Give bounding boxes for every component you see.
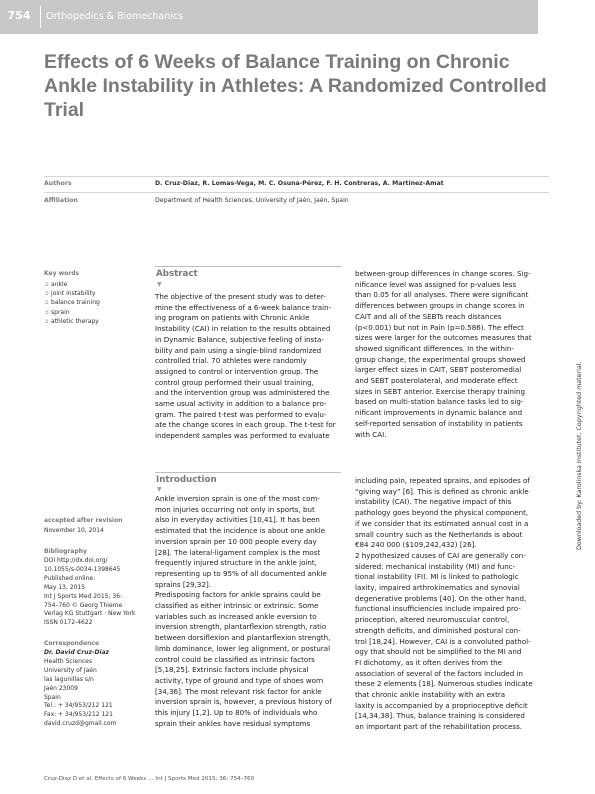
bibliography-line: 754–760 © Georg Thieme <box>44 601 123 609</box>
bibliography-line: ISSN 0172-4622 <box>44 619 93 627</box>
bibliography-line: 10.1055/s-0034-1398645 <box>44 565 121 573</box>
bullet-icon: ➲ <box>44 308 50 316</box>
correspondence-line: University of Jaén <box>44 666 97 674</box>
correspondence-line: Tel.: + 34/953/212 121 <box>44 702 113 710</box>
download-notice-text: Downloaded by: Karolinska Institutet. Copyrighted material. <box>576 361 583 550</box>
correspondence-line: Health Sciences <box>44 657 92 665</box>
affiliation-label: Affiliation <box>44 197 78 204</box>
correspondence-heading: Correspondence <box>44 640 100 647</box>
bullet-icon: ➲ <box>44 317 50 325</box>
correspondence-name: Dr. David Cruz-Diaz <box>44 649 110 656</box>
title-line: Effects of 6 Weeks of Balance Training on Chronic <box>44 51 510 73</box>
keyword-item: ➲ athletic therapy <box>44 317 99 325</box>
keyword-item: ➲ balance training <box>44 299 100 307</box>
keyword-item: ➲ joint instability <box>44 290 96 298</box>
bibliography-line: Published online: <box>44 574 96 582</box>
introduction-right-column: including pain, repeated sprains, and episodes of “giving way” [6]. This is defined as chronic ankle instability (CAI). The negative impact of this pathology goes beyond the physical component, if we consider that its estimated annual cost in a small country such as the Netherlands is about €84 240 000 ($109,242,432) [26]. 2 hypothesized causes of CAI are generally con- sidered: mechanical instability (MI) and func- tional instability (FI). MI is linked to pathologic laxity, impaired arthrokinematics and synovial degenerative problems [40]. On the other hand, functional insufficiencies include impaired pro- prioception, altered neuromuscular control, strength deficits, and diminished postural con- trol [18,24]. However, CAI is a convoluted pathol- ogy that should not be simplified to the MI and FI dichotomy, as it often derives from the association of several of the factors included in these 2 elements [18]. Numerous studies indicate that chronic ankle instability with an extra laxity is accompanied by a proprioceptive deficit [14,34,38]. Thus, balance training is considered an important part of the rehabilitation process. <box>355 476 533 732</box>
bullet-icon: ➲ <box>44 290 50 298</box>
bibliography-block <box>44 557 154 628</box>
title-line: Trial <box>44 99 85 121</box>
correspondence-line: Spain <box>44 693 61 701</box>
triangle-down-icon: ▼ <box>157 281 162 288</box>
divider <box>44 192 549 193</box>
header-separator <box>40 6 41 28</box>
introduction-left-column: Ankle inversion sprain is one of the most com- mon injuries occurring not only in sports, but also in everyday activities [10,41]. It has been estimated that the incidence is about one ankle inversion sprain per 10 000 people every day [28]. The lateral-ligament complex is the most frequently injured structure in the ankle joint, representing up to 95% of all documented ankle sprains [29,32]. Predisposing factors for ankle sprains could be classified as either intrinsic or extrinsic. Some variables such as increased ankle eversion to inversion strength, plantarflexion strength, ratio between dorsiflexion and plantarflexion strength, limb dominance, lower leg alignment, or postural control could be classified as intrinsic factors [5,18,25]. Extrinsic factors include physical activity, type of ground and type of shoes worn [34,36]. The most relevant risk factor for ankle inversion sprain is, however, a previous history of this injury [1,2]. Up to 80% of individuals who sprain their ankles have residual symptoms <box>155 494 332 728</box>
email-link[interactable]: david.cruzd@gmail.com <box>44 720 117 728</box>
authors-list: D. Cruz-Diaz, R. Lomas-Vega, M. C. Osuna-Pérez, F. H. Contreras, A. Martínez-Amat <box>155 180 444 187</box>
correspondence-line: Jaén 23009 <box>44 684 78 692</box>
article-title <box>44 50 549 122</box>
keyword-item: ➲ sprain <box>44 308 70 316</box>
bibliography-line: May 13, 2015 <box>44 583 86 591</box>
accepted-date: November 10, 2014 <box>44 527 104 534</box>
page-footer: Cruz-Diaz D et al. Effects of 6 Weeks … Int J Sports Med 2015; 36: 754–760 <box>44 776 255 782</box>
abstract-left-column: The objective of the present study was to deter- mine the effectiveness of a 6-week balance train- ing program on patients with Chronic Ankle Instability (CAI) in relation to the results obtained in Dynamic Balance, subjective feeling of insta- bility and pain using a single-blind randomized controlled trial. 70 athletes were randomly assigned to control or intervention group. The control group performed their usual training, and the intervention group was administered the same usual activity in addition to a balance pro- gram. The paired t-test was performed to evalu- ate the change scores in each group. The t-test for independent samples was performed to evaluate <box>155 292 336 441</box>
introduction-heading: Introduction <box>156 475 217 485</box>
bibliography-line: DOI http://dx.doi.org/ <box>44 557 108 564</box>
correspondence-block <box>44 649 154 729</box>
abstract-right-column: between-group differences in change scores. Sig- nificance level was assigned for p-values less than 0.05 for all analyses. There were significant differences between groups in change scores in CAIT and all of the SEBTs reach distances (p<0.001) but not in Pain (p=0.586). The effect sizes were larger for the outcomes measures that showed significant differences. In the within- group change, the experimental groups showed larger effect sizes in CAIT, SEBT posteromedial and SEBT posterolateral, and moderate effect sizes in SEBT anterior. Exercise therapy training based on multi-station balance tasks led to sig- nificant improvements in dynamic balance and self-reported sensation of instability in patients with CAI. <box>355 269 532 439</box>
bullet-icon: ➲ <box>44 281 50 288</box>
introduction-rule <box>155 472 341 473</box>
triangle-down-icon: ▼ <box>157 486 162 493</box>
bibliography-line: Verlag KG Stuttgart · New York <box>44 610 136 618</box>
title-line: Ankle Instability in Athletes: A Randomized Controlled <box>44 75 547 97</box>
authors-label: Authors <box>44 180 72 187</box>
abstract-heading: Abstract <box>156 269 198 279</box>
page-number: 754 <box>7 9 31 22</box>
keyword-item: ➲ ankle <box>44 281 68 288</box>
abstract-rule <box>155 266 341 267</box>
divider <box>44 176 549 177</box>
journal-section: Orthopedics & Biomechanics <box>46 11 184 22</box>
correspondence-line: Fax: + 34/953/212 121 <box>44 711 113 719</box>
accepted-heading: accepted after revision <box>44 517 123 524</box>
correspondence-line: las lagunillas s/n <box>44 675 94 683</box>
keywords-heading: Key words <box>44 270 80 277</box>
bibliography-line: Int J Sports Med 2015; 36: <box>44 592 123 600</box>
keywords-list <box>44 280 100 326</box>
bullet-icon: ➲ <box>44 299 50 307</box>
bibliography-heading: Bibliography <box>44 548 87 555</box>
affiliation-text: Department of Health Sciences, University of Jaén, Jaén, Spain <box>155 197 349 204</box>
download-notice <box>576 250 590 550</box>
